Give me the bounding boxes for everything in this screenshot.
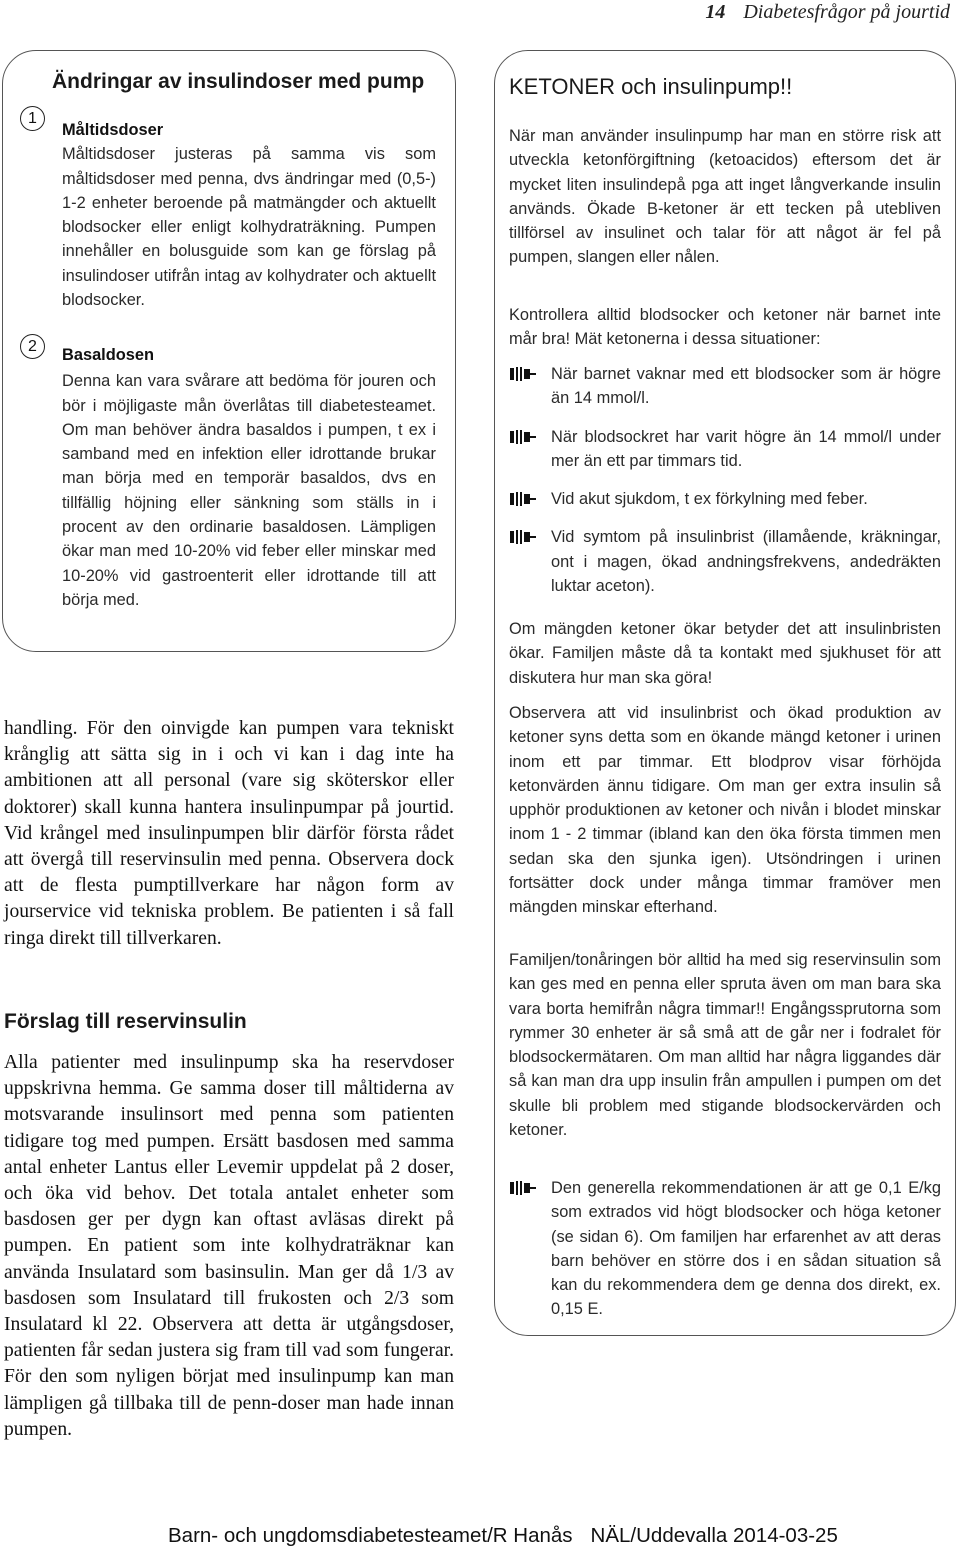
footer-team: Barn- och ungdomsdiabetesteamet/R Hanås <box>168 1524 573 1547</box>
reserve-insulin-heading: Förslag till reservinsulin <box>4 1010 247 1033</box>
situation-text: När barnet vaknar med ett blodsocker som är högre än 14 mmol/l. <box>551 365 941 408</box>
running-title: Diabetesfrågor på jourtid <box>743 1 950 23</box>
recommendation-text: Den generella rekommendationen är att ge 0,1 E/kg som extrados vid högt blodsocker och höga ketoner (se sidan 6). Om familjen har erfarenhet av att deras barn behöver en större dos i en sådan situation så kan du rekommendera dem ge denna dos direkt, ex. 0,15 E. <box>551 1179 941 1319</box>
meal-dose-section <box>62 118 436 312</box>
insulin-dose-box-title: Ändringar av insulindoser med pump <box>52 70 425 93</box>
list-item <box>509 487 941 511</box>
reserve-insulin-text: Alla patienter med insulinpump ska ha reservdoser uppskrivna hemma. Ge samma doser till måltiderna av motsvarande insulinsort med penna som patienten tidigare tog med pumpen. Ersätt basdosen med samma antal enheter Lantus eller Levemir uppdelat på 2 doser, och öka vid behov. Det totala antalet enheter som basdosen ger per dygn kan oftast avläsas direkt på pumpen. En patient som inte kolhydraträknar kan använda Insulatard som basinsulin. Man ger då 1/3 av basdosen som Insulatard till frukosten och 2/3 som Insulatard kl 22. Observera att detta är utgångsdoser, patienten får sedan justera sig fram till vad som fungerar. För den som nyligen börjat med insulinpump kan man lämpligen gå tillbaka till de penn-doser man hade innan pumpen. <box>4 1052 454 1440</box>
page-header <box>650 1 950 24</box>
reserve-kit-text: Familjen/tonåringen bör alltid ha med sig reservinsulin som kan ges med en penna eller spruta även om man bara ska vara borta hemifrån några timmar!! Engångssprutorna som rymmer 30 enheter är så små att de går ner i fodralet för blodsockermätaren. Om man alltid har några liggandes där så kan man dra upp insulin från ampullen i pumpen om det skulle bli problem med stigande blodsockervärden och ketoner. <box>509 951 941 1140</box>
pointing-hand-icon <box>509 427 537 447</box>
ketones-intro-text: När man använder insulinpump har man en större risk att utveckla ketonförgiftning (ketoacidos) eftersom det är mycket liten insulindepå pga att inget långverkande insulin används. Ökade B-ketoner är ett tecken på utebliven tillförsel av insulinet och talar för att något är fel på pumpen, slangen eller nålen. <box>509 127 941 267</box>
ketones-box-title: KETONER och insulinpump!! <box>509 74 793 99</box>
pump-handling-text: handling. För den oinvigde kan pumpen vara tekniskt krånglig att sätta sig in i och vi kan i dag inte ha ambitionen att all personal (vare sig sköterskor eller doktorer) skall kunna hantera insulinpumpar på jourtid. Vid krångel med insulinpumpen blir därför första rådet att övergå till reservinsulin med penna. Observera dock att de flesta pumptillverkare har någon form av jourservice vid tekniska problem. Be patienten i så fall ringa direkt till tillverkaren. <box>4 718 454 949</box>
recommendation-list <box>509 1176 941 1322</box>
reserve-kit-paragraph <box>509 948 941 1142</box>
item-1-marker: 1 <box>20 106 45 131</box>
list-item <box>509 362 941 411</box>
list-item <box>509 525 941 598</box>
pointing-hand-icon <box>509 527 537 547</box>
insulin-deficiency-text: Observera att vid insulinbrist och ökad produktion av ketoner syns detta som en ökande mängd ketoner i urinen inom ett par timmar. Ett blodprov visar förhöjda ketonvärden ännu tidigare. Om man ger extra insulin så upphör produktionen av ketoner och nivån i blodet minskar inom 1 - 2 timmar (ibland kan den öka första timmen men sedan ska den sjunka igen). Utsöndringen i urinen fortsätter dock under många timmar framöver men mängden minskar efterhand. <box>509 704 941 917</box>
list-item <box>509 1176 941 1322</box>
pointing-hand-icon <box>509 364 537 384</box>
basal-dose-text: Denna kan vara svårare att bedöma för jouren och bör i möjligaste mån överlåtas till diabetesteamet. Om man behöver ändra basaldos i pumpen, t ex i samband med en infektion eller idrottande brukar man börja med en temporär basaldos, dvs en tillfällig höjning eller sänkning som ställs in i procent av den ordinarie basaldosen. Lämpligen ökar man med 10-20% vid feber eller minskar med 10-20% vid gastroenterit eller idrottande till att börja med. <box>62 372 436 609</box>
ketones-increase-text: Om mängden ketoner ökar betyder det att insulinbristen ökar. Familjen måste då ta kontakt med sjukhuset för att diskutera hur man ska göra! <box>509 620 941 687</box>
pointing-hand-icon <box>509 1178 537 1198</box>
basal-dose-section <box>62 343 436 612</box>
list-item <box>509 425 941 474</box>
page-number: 14 <box>705 1 726 23</box>
page-footer <box>168 1524 838 1548</box>
meal-dose-heading: Måltidsdoser <box>62 121 164 139</box>
footer-location-date: NÄL/Uddevalla 2014-03-25 <box>590 1524 838 1547</box>
item-2-marker: 2 <box>20 334 45 359</box>
reserve-insulin-paragraph <box>4 1050 454 1443</box>
insulin-deficiency-paragraph <box>509 701 941 920</box>
basal-dose-heading: Basaldosen <box>62 346 155 364</box>
meal-dose-text: Måltidsdoser justeras på samma vis som måltidsdoser med penna, dvs ändringar med (0,5-) 1-2 enheter beroende på matmängder och aktuellt blodsocker eller enligt kolhydraträkning. Pumpen innehåller en bolusguide som kan ge förslag på insulindoser utifrån intag av kolhydrater och aktuellt blodsocker. <box>62 145 436 310</box>
ketones-intro-paragraph <box>509 124 941 270</box>
situation-text: När blodsockret har varit högre än 14 mmol/l under mer än ett par timmars tid. <box>551 427 941 470</box>
pointing-hand-icon <box>509 489 537 509</box>
situation-text: Vid symtom på insulinbrist (illamående, kräkningar, ont i magen, ökad andningsfrekvens, andedräkten luktar aceton). <box>551 528 941 596</box>
pump-handling-paragraph <box>4 716 454 952</box>
ketones-check-text: Kontrollera alltid blodsocker och ketoner när barnet inte mår bra! Mät ketonerna i dessa situationer: <box>509 306 941 349</box>
ketone-situations-list <box>509 362 941 598</box>
ketones-increase-paragraph <box>509 617 941 690</box>
situation-text: Vid akut sjukdom, t ex förkylning med feber. <box>551 490 868 509</box>
ketones-check-paragraph <box>509 303 941 352</box>
